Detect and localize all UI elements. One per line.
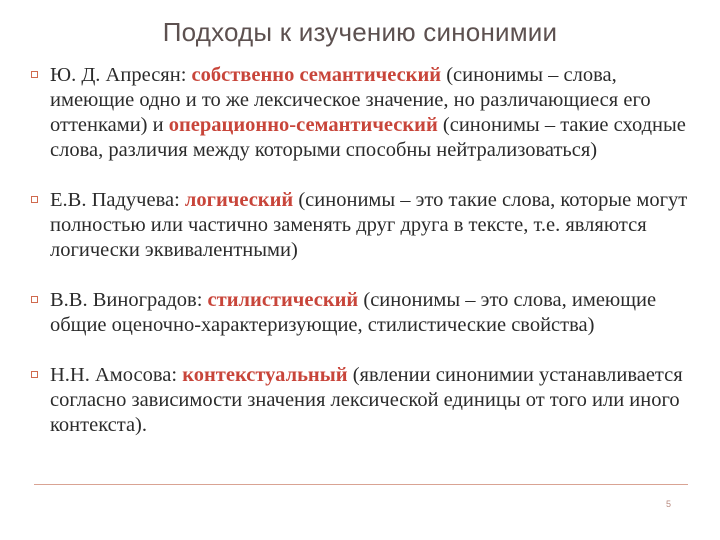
approach-term: операционно-семантический <box>168 114 438 136</box>
bullet-text: (синонимы – слова, имеющие одно и то же лексическое значение, но различающиеся его оттенками) и <box>50 64 651 136</box>
bullet-author: Е.В. Падучева: <box>50 189 185 211</box>
bullet-author: Н.Н. Амосова: <box>50 364 183 386</box>
bullet-amosova <box>30 363 695 438</box>
bullet-text: (синонимы – это такие слова, которые могут полностью или частично заменять друг друга в тексте, т.е. являются логически эквивалентными) <box>50 189 688 261</box>
approach-term: стилистический <box>207 289 359 311</box>
bullet-author: Ю. Д. Апресян: <box>50 64 192 86</box>
bullet-square-icon <box>31 371 38 378</box>
bullet-list <box>30 63 695 463</box>
approach-term: собственно семантический <box>191 64 442 86</box>
bullet-square-icon <box>31 196 38 203</box>
bullet-paducheva <box>30 188 695 263</box>
bullet-square-icon <box>31 71 38 78</box>
footer-divider <box>34 484 688 485</box>
page-number: 5 <box>666 499 672 509</box>
approach-term: логический <box>184 189 294 211</box>
bullet-text: (синонимы – это слова, имеющие общие оценочно-характеризующие, стилистические свойства) <box>50 289 657 336</box>
bullet-text: (явлении синонимии устанавливается согласно зависимости значения лексической единицы от того или иного контекста). <box>50 364 683 436</box>
approach-term: контекстуальный <box>182 364 348 386</box>
bullet-vinogradov <box>30 288 695 338</box>
bullet-author: В.В. Виноградов: <box>50 289 208 311</box>
bullet-apresyan <box>30 63 695 163</box>
slide-title: Подходы к изучению синонимии <box>162 17 558 47</box>
bullet-square-icon <box>31 296 38 303</box>
bullet-text: (синонимы – такие сходные слова, различия между которыми способны нейтрализоваться) <box>50 114 686 161</box>
